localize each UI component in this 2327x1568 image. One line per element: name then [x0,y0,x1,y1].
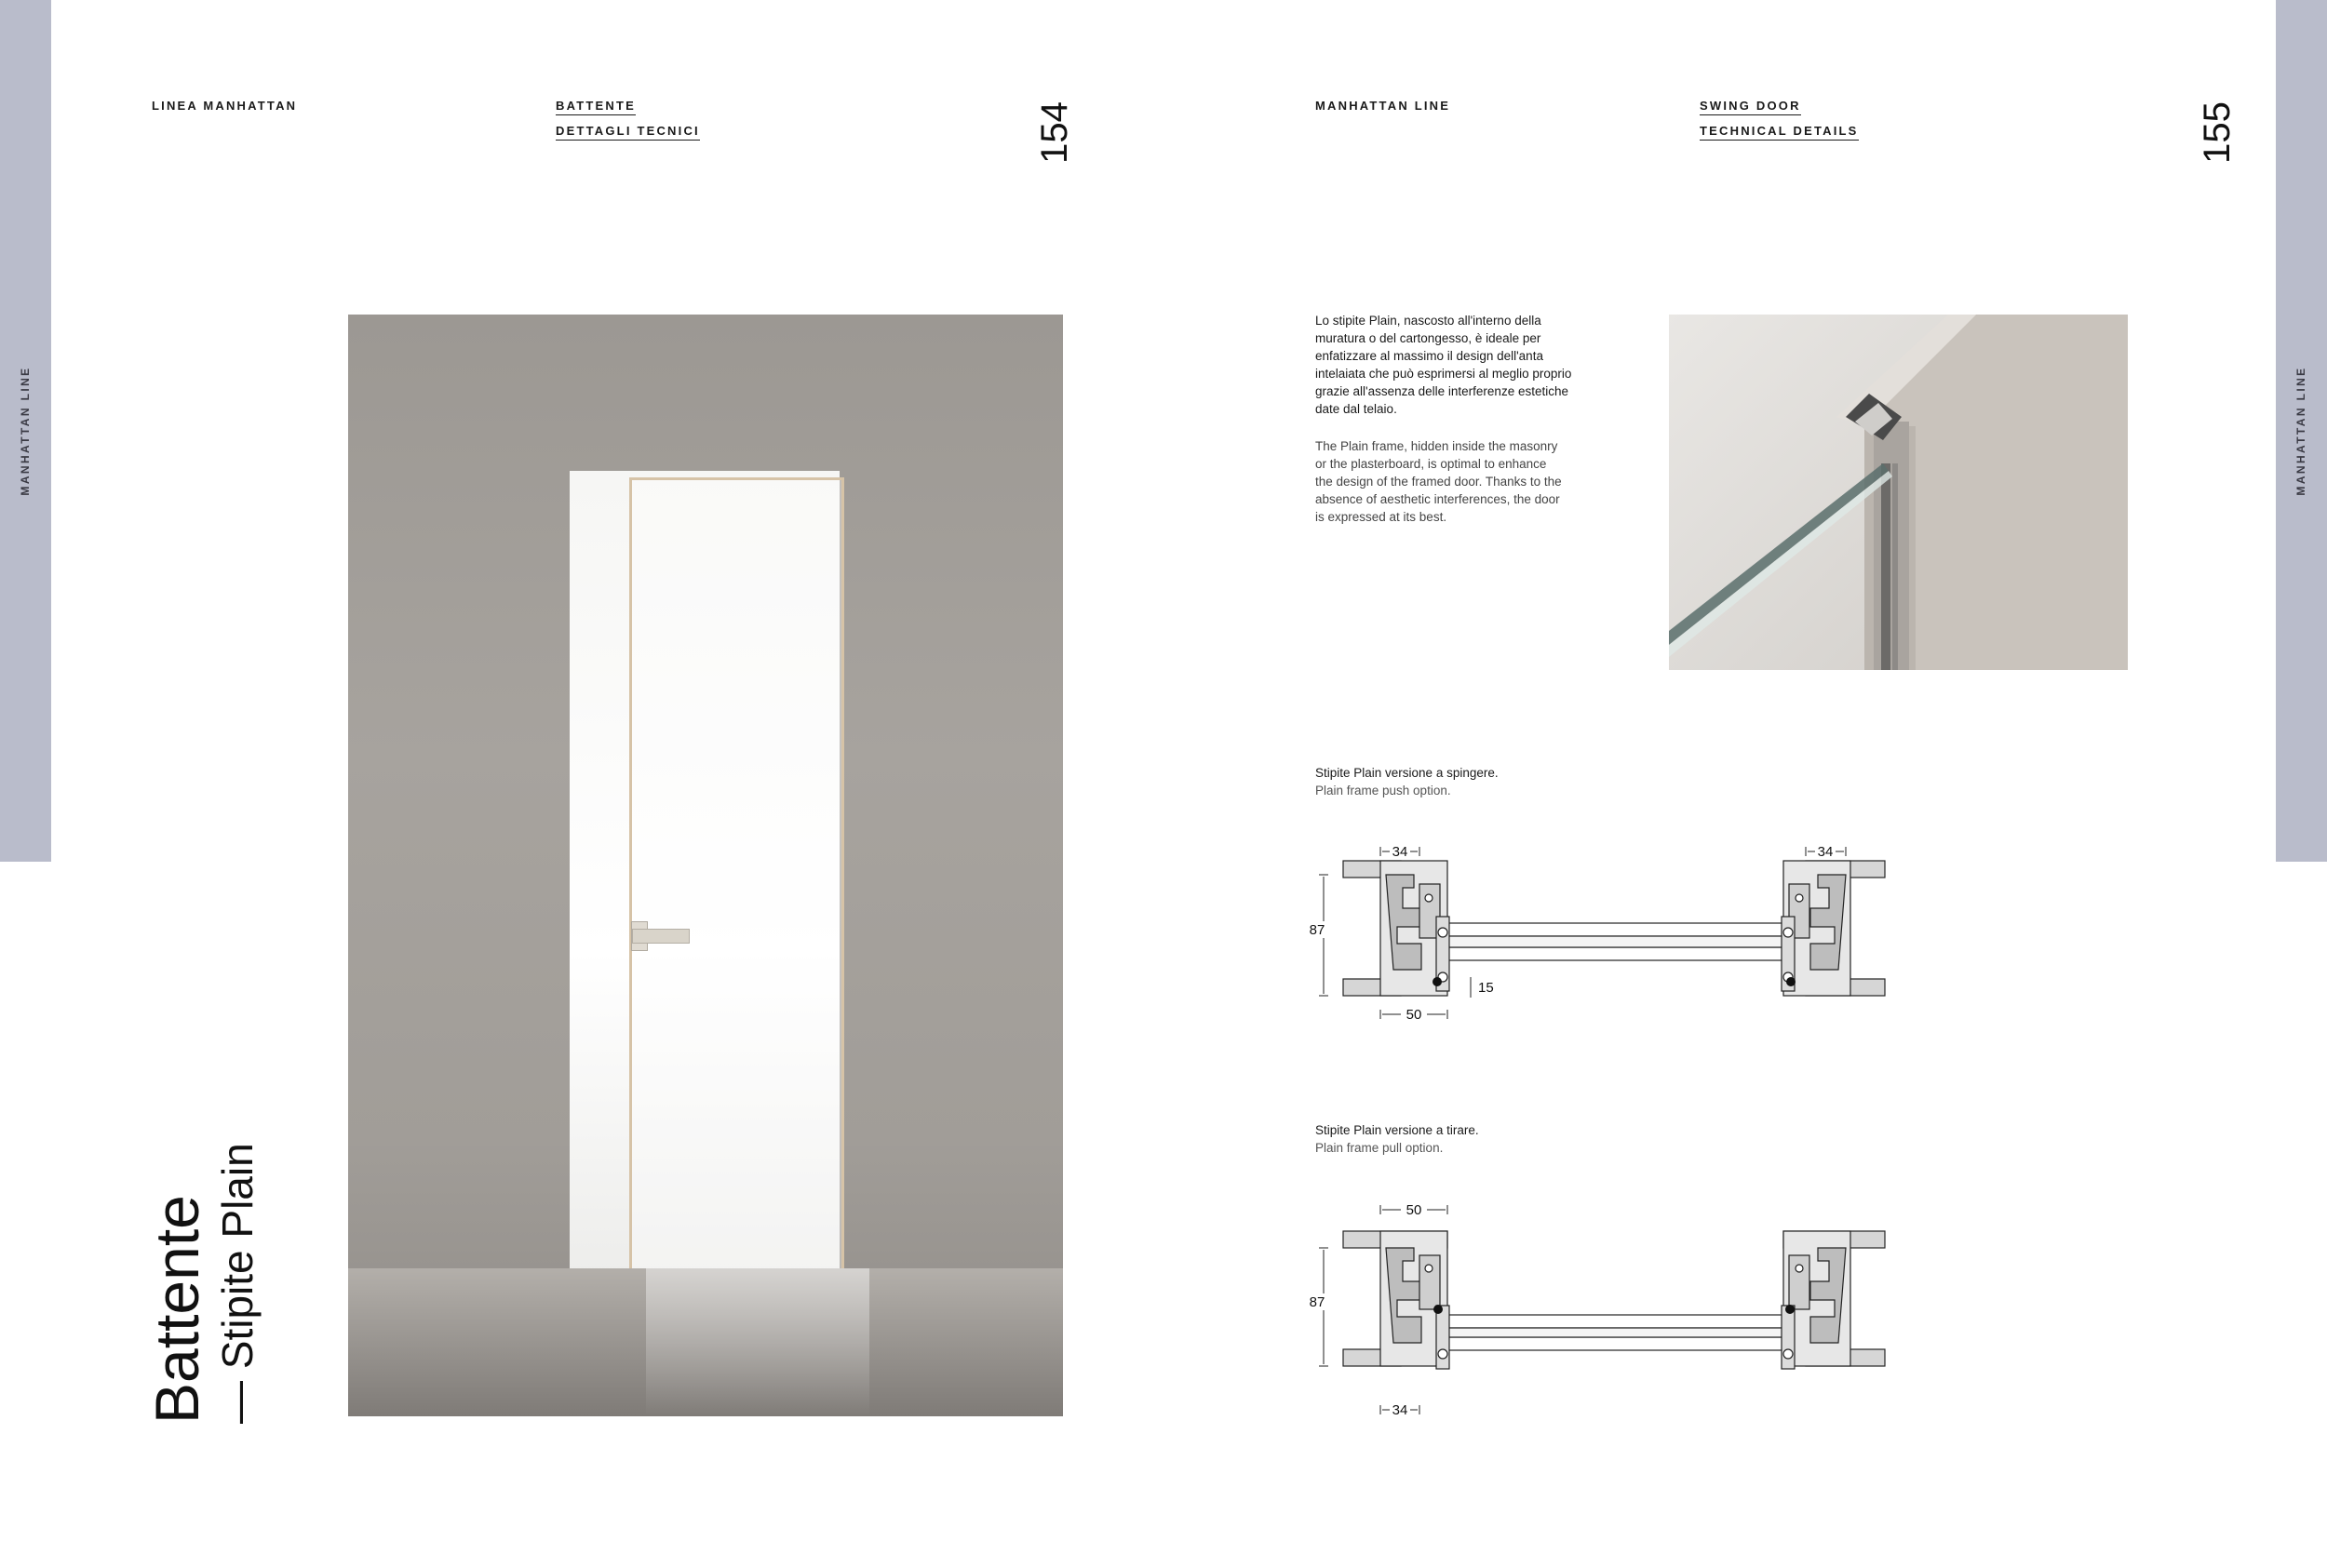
left-section-link[interactable]: BATTENTE [556,99,636,115]
glass-door-panel [629,477,844,1276]
right-line-label: MANHATTAN LINE [1315,99,1451,113]
push-dim-gap: 15 [1478,980,1494,996]
page-title-block [144,1143,265,1424]
door-photo [348,315,1063,1416]
push-diagram-caption-it: Stipite Plain versione a spingere. [1315,766,1499,780]
push-dim-bottom: 50 [1406,1007,1422,1023]
push-dim-height: 87 [1309,922,1325,938]
frame-detail-illustration [1669,315,2128,670]
door-handle [632,929,690,944]
left-side-band-label: MANHATTAN LINE [19,366,32,496]
frame-detail-photo [1669,315,2128,670]
left-line-label: LINEA MANHATTAN [152,99,298,113]
push-frame-section-drawing [1308,828,1903,1033]
right-side-band [2276,0,2327,862]
left-page-number: 154 [1033,101,1075,164]
push-dim-top-left: 34 [1392,844,1408,860]
page-title: Battente [142,1195,211,1424]
push-dim-top-right: 34 [1817,844,1834,860]
right-side-band-label: MANHATTAN LINE [2294,366,2307,496]
pull-diagram-caption-en: Plain frame pull option. [1315,1141,1444,1155]
pull-frame-section-drawing [1308,1196,1903,1424]
push-diagram-caption-en: Plain frame push option. [1315,784,1451,797]
floor-light-reflection [646,1268,869,1416]
pull-dim-top: 50 [1406,1202,1422,1218]
description-italian: Lo stipite Plain, nascosto all'interno della muratura o del cartongesso, è ideale per enfatizzare al massimo il design dell'anta intelaiata che può esprimersi al meglio proprio grazie all'assenza delle interferenze estetiche date dal telaio. [1315,314,1572,416]
left-subsection-link[interactable]: DETTAGLI TECNICI [556,124,700,141]
pull-dim-height: 87 [1309,1294,1325,1310]
pull-dim-bottom: 34 [1392,1402,1408,1418]
description-english: The Plain frame, hidden inside the masonry or the plasterboard, is optimal to enhance the design of the framed door. Thanks to the absence of aesthetic interferences, the door is expressed at its best. [1315,439,1562,524]
right-section-link[interactable]: SWING DOOR [1700,99,1801,115]
left-side-band [0,0,51,862]
page-subtitle: — Stipite Plain [213,1143,262,1424]
pull-diagram-caption-it: Stipite Plain versione a tirare. [1315,1123,1479,1137]
right-subsection-link[interactable]: TECHNICAL DETAILS [1700,124,1859,141]
right-page-number: 155 [2196,101,2238,164]
